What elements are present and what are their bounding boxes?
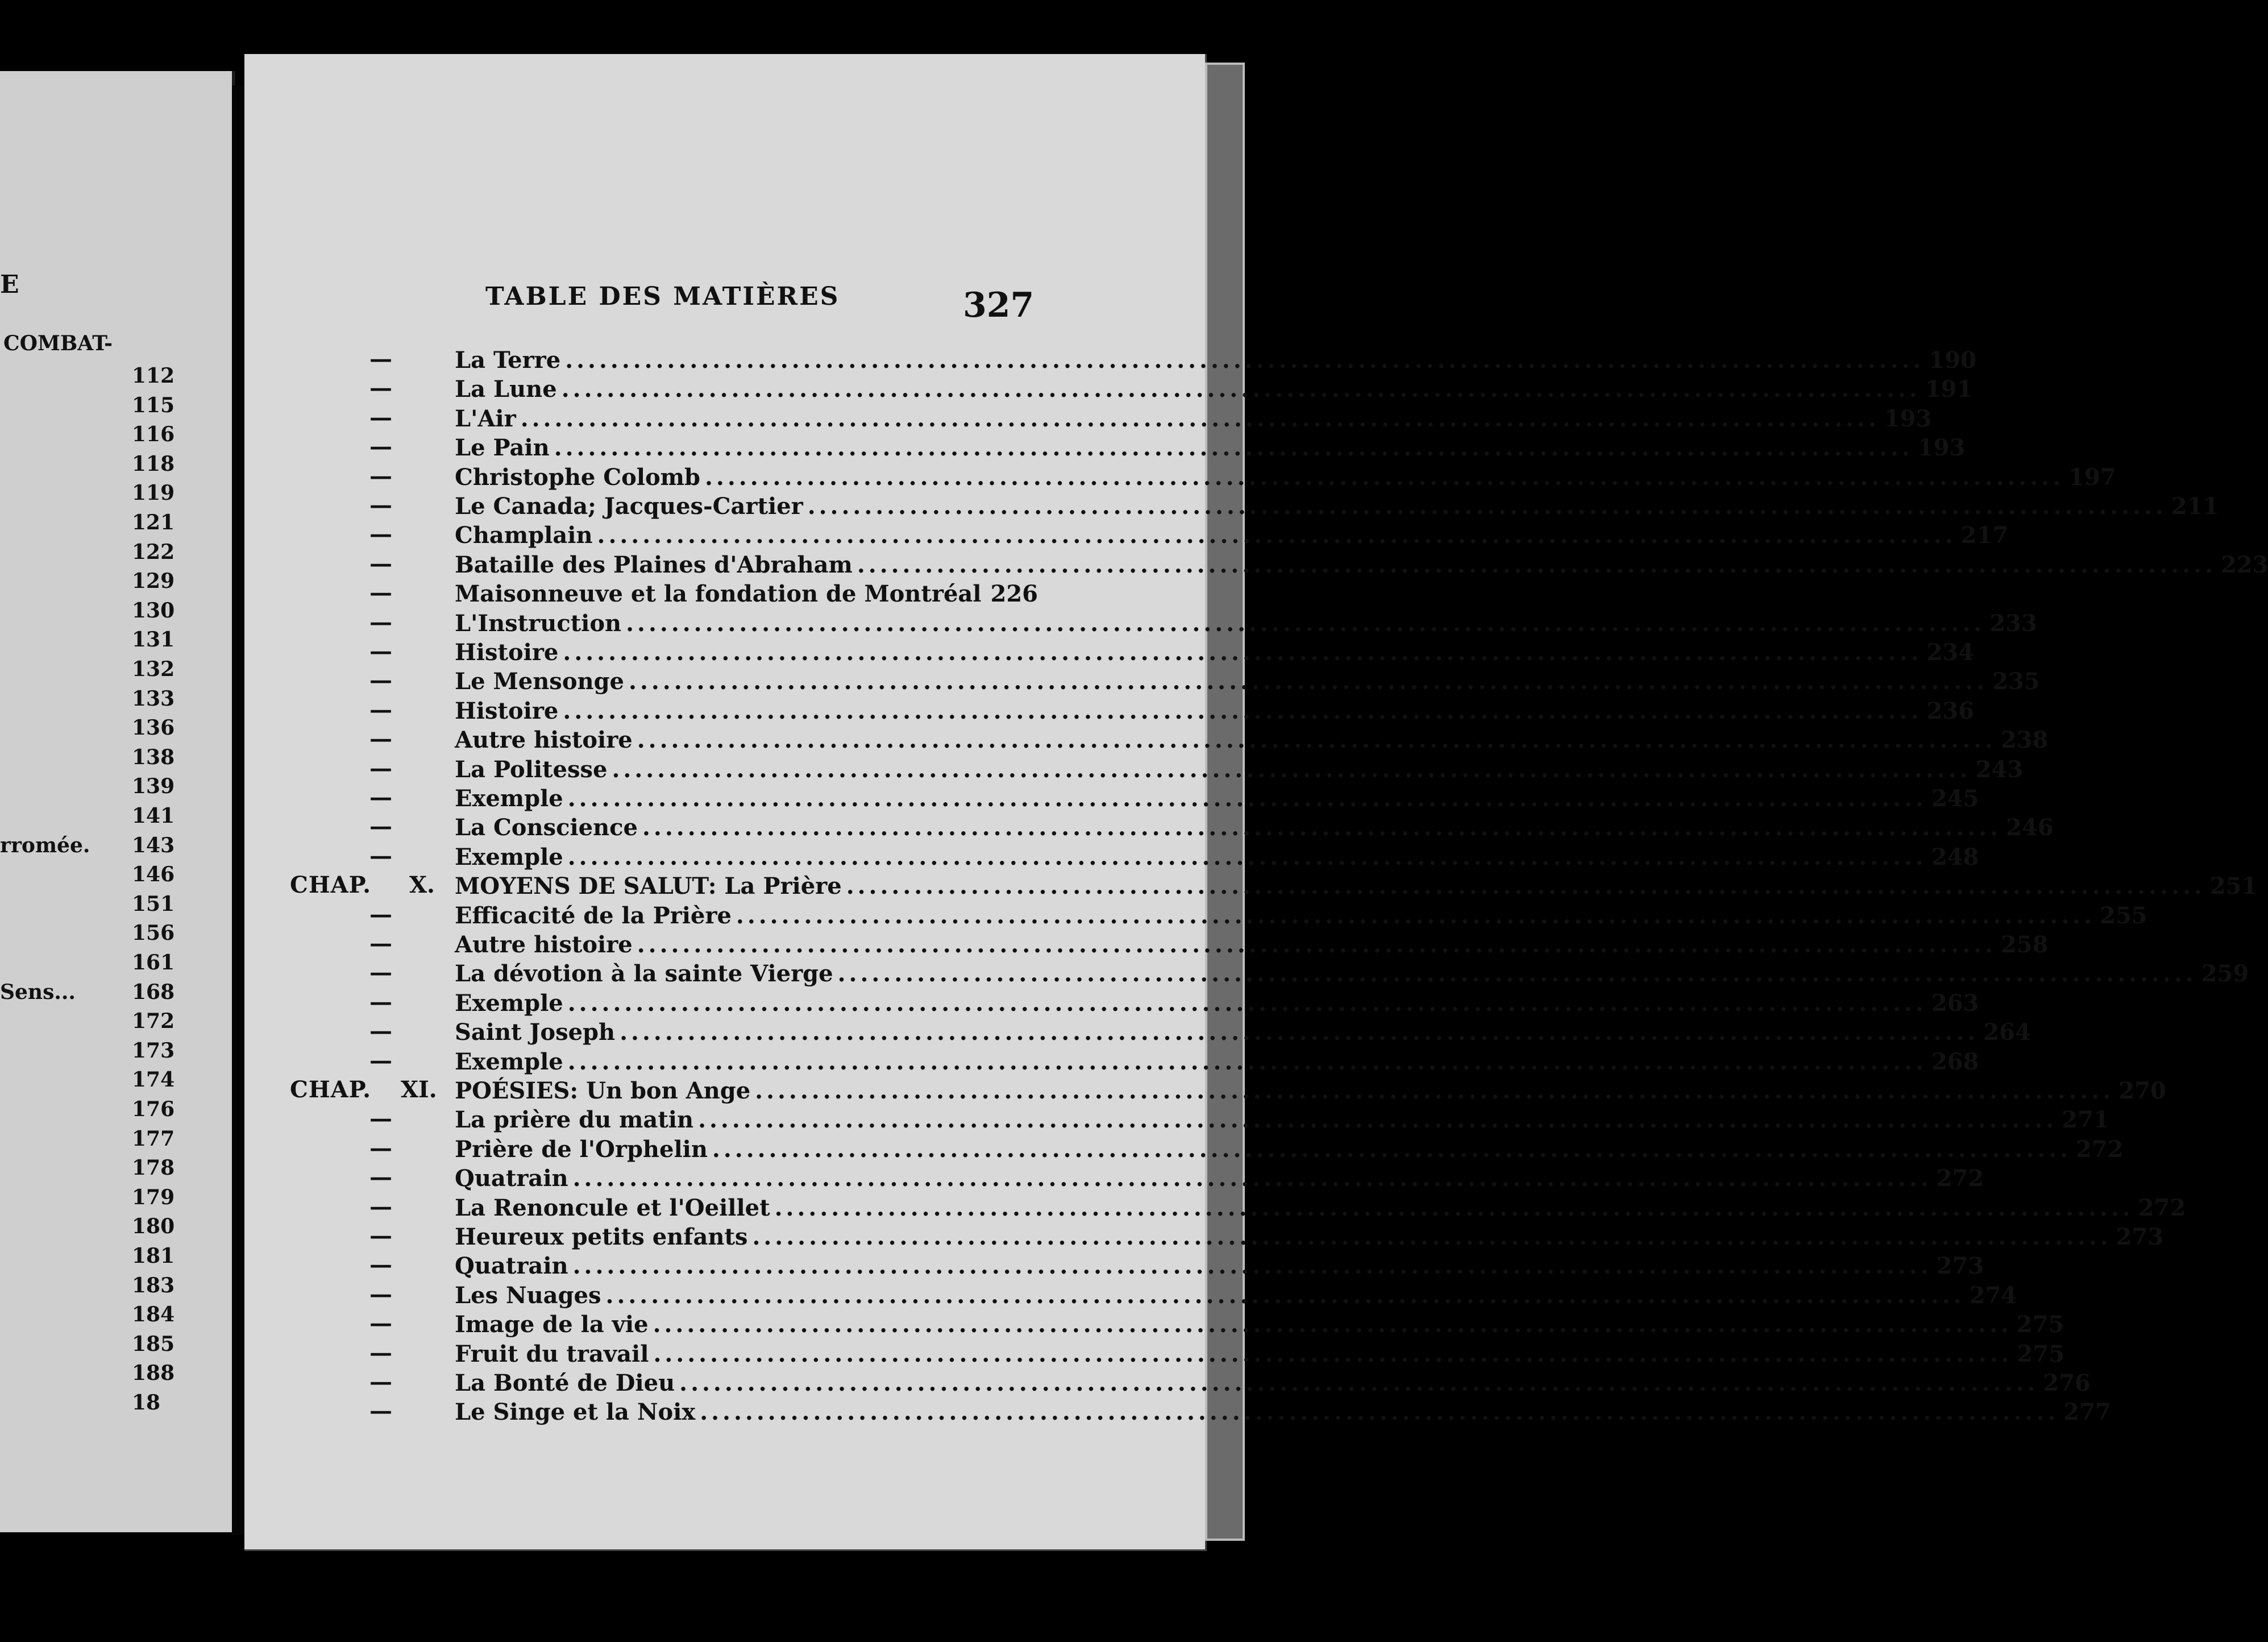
entry-page: 271 — [2062, 1106, 2109, 1134]
toc-row — [290, 1134, 2124, 1164]
dot-leader: ........................................................................................................................ — [642, 814, 2002, 841]
entry-title: Efficacité de la Prière — [455, 902, 732, 929]
toc-row — [290, 521, 2009, 550]
toc-row — [290, 696, 1974, 726]
left-toc-row — [0, 1097, 175, 1125]
toc-row — [290, 1398, 2111, 1427]
left-toc-text: rromée. — [0, 833, 90, 857]
left-toc-row — [0, 1332, 175, 1359]
toc-row — [290, 1105, 2109, 1135]
left-toc-page: 177 — [132, 1126, 175, 1151]
left-toc-row — [0, 921, 175, 948]
left-toc-page: 188 — [132, 1361, 175, 1386]
dot-leader: ........................................................................................................................ — [774, 1194, 2134, 1221]
running-title: TABLE DES MATIÈRES — [485, 282, 840, 311]
entry-page: 246 — [2006, 814, 2054, 841]
entry-title: Le Singe et la Noix — [455, 1399, 696, 1426]
toc-row — [290, 813, 2054, 843]
dot-leader: ........................................................................................................................ — [567, 1048, 1927, 1075]
dot-leader: ........................................................................................................................ — [605, 1282, 1965, 1309]
left-toc-row — [0, 481, 175, 508]
entry-dash: — — [369, 550, 392, 577]
dot-leader: ........................................................................................................................ — [752, 1224, 2112, 1250]
entry-title: Exemple — [455, 1048, 563, 1075]
left-toc-row — [0, 451, 175, 479]
entry-page: 277 — [2063, 1399, 2111, 1426]
toc-row — [290, 988, 1979, 1018]
entry-title: Autre histoire — [455, 727, 633, 754]
left-toc-page: 184 — [132, 1303, 175, 1327]
entry-title: Exemple — [455, 989, 563, 1017]
left-toc-row — [0, 1185, 175, 1213]
entry-page: 272 — [1936, 1165, 1984, 1192]
left-toc-row — [0, 1214, 175, 1242]
entry-dash: — — [369, 1398, 392, 1425]
entry-page: 193 — [1884, 405, 1932, 432]
left-toc-page: 119 — [132, 481, 175, 505]
entry-dash: — — [369, 1134, 392, 1162]
entry-page: 258 — [2000, 931, 2049, 958]
left-toc-row — [0, 1009, 175, 1036]
entry-dash: — — [369, 404, 392, 431]
entry-page: 276 — [2043, 1370, 2091, 1396]
left-toc-page: 172 — [132, 1009, 175, 1034]
entry-page: 193 — [1917, 434, 1966, 462]
entry-title: L'Air — [455, 405, 516, 432]
dot-leader: ........................................................................................................................ — [846, 873, 2205, 900]
entry-dash: — — [369, 1222, 392, 1249]
chapter-label: CHAP. — [290, 872, 372, 899]
left-toc-page: 133 — [132, 686, 175, 711]
dot-leader: ........................................................................................................................ — [837, 960, 2197, 988]
left-toc-page: 181 — [132, 1244, 175, 1268]
left-toc-row — [0, 1244, 175, 1271]
toc-row — [290, 1164, 1984, 1193]
entry-title: Le Mensonge — [455, 668, 625, 695]
entry-page: 272 — [2138, 1194, 2186, 1221]
entry-title: La prière du matin — [455, 1106, 694, 1134]
left-toc-row — [0, 745, 175, 773]
toc-row — [290, 550, 2268, 580]
page-number: 327 — [963, 285, 1035, 325]
dot-leader: ........................................................................................................................ — [520, 405, 1880, 432]
left-page — [0, 71, 235, 1532]
entry-title: La Conscience — [455, 814, 638, 841]
book-gutter — [232, 85, 244, 1535]
dot-leader: ........................................................................................................................ — [567, 785, 1927, 812]
toc-row — [290, 462, 2116, 492]
entry-title: Exemple — [455, 843, 563, 870]
left-toc-row — [0, 892, 175, 919]
left-toc-page: 136 — [132, 716, 175, 740]
entry-page: 223 — [2220, 551, 2268, 578]
entry-page: 235 — [1992, 668, 2040, 695]
left-toc-page: 139 — [132, 774, 175, 799]
left-page-subheading: COMBAT- — [3, 331, 113, 355]
entry-page: 259 — [2201, 960, 2249, 988]
entry-page: 251 — [2209, 873, 2258, 900]
left-toc-page: 168 — [132, 980, 175, 1004]
left-toc-page: 174 — [132, 1068, 175, 1092]
entry-page: 270 — [2119, 1077, 2166, 1104]
entry-title: Histoire — [455, 697, 559, 724]
left-toc-page: 130 — [132, 598, 175, 623]
entry-page: 263 — [1931, 989, 1979, 1017]
entry-title: L'Instruction — [455, 609, 622, 637]
left-toc-row — [0, 1126, 175, 1154]
left-toc-page: 112 — [132, 364, 175, 388]
toc-row — [290, 754, 2024, 785]
entry-dash: — — [369, 608, 392, 636]
dot-leader: ........................................................................................................................ — [565, 347, 1925, 374]
chapter-number: X. — [409, 872, 435, 899]
left-toc-page: 118 — [132, 451, 175, 476]
entry-page: 234 — [1926, 639, 1974, 666]
entry-title: Fruit du travail — [455, 1340, 649, 1367]
left-toc-page: 141 — [132, 804, 175, 828]
left-toc-page: 18 — [132, 1391, 161, 1415]
toc-row — [290, 375, 1973, 404]
left-toc-row — [0, 511, 175, 538]
left-toc-page: 132 — [132, 657, 175, 681]
dot-leader: ........................................................................................................................ — [807, 493, 2167, 520]
entry-page: 268 — [1931, 1048, 1979, 1075]
entry-title: Le Canada; Jacques-Cartier — [455, 493, 803, 520]
toc-row — [290, 638, 1974, 667]
entry-title: MOYENS DE SALUT: La Prière — [455, 873, 842, 900]
entry-title: La Bonté de Dieu — [455, 1370, 675, 1396]
toc-row — [290, 346, 1976, 375]
left-toc-row — [0, 569, 175, 596]
entry-title: Exemple — [455, 785, 563, 812]
left-toc-row — [0, 980, 175, 1007]
entry-dash: — — [369, 813, 392, 840]
entry-title: Bataille des Plaines d'Abraham — [455, 551, 853, 578]
entry-title: Quatrain — [455, 1253, 568, 1280]
entry-title: La Terre — [455, 347, 561, 374]
entry-dash: — — [369, 1018, 392, 1045]
dot-leader: ........................................................................................................................ — [637, 727, 1996, 754]
toc-row — [290, 1018, 2031, 1047]
entry-title: Prière de l'Orphelin — [455, 1135, 708, 1163]
entry-dash: — — [369, 842, 392, 869]
left-toc-page: 173 — [132, 1038, 175, 1063]
entry-title: Le Pain — [455, 434, 550, 462]
toc-row — [290, 842, 1979, 872]
entry-dash: — — [369, 1339, 392, 1366]
toc-row — [290, 608, 2037, 638]
entry-dash: — — [369, 462, 392, 490]
entry-title: Maisonneuve et la fondation de Montréal — [455, 580, 982, 608]
dot-leader: ........................................................................................................................ — [704, 463, 2065, 491]
entry-page: 274 — [1969, 1282, 2017, 1309]
chapter-row — [290, 872, 2258, 901]
entry-page: 275 — [2016, 1311, 2065, 1338]
dot-leader: ........................................................................................................................ — [653, 1340, 2013, 1367]
left-toc-row — [0, 686, 175, 714]
dot-leader: ........................................................................................................................ — [679, 1370, 2039, 1396]
toc-row — [290, 901, 2147, 931]
entry-dash: — — [369, 346, 392, 372]
entry-page: 272 — [2076, 1135, 2124, 1163]
left-toc-row — [0, 598, 175, 626]
entry-page: 243 — [1975, 756, 2024, 783]
toc-row — [290, 1339, 2065, 1369]
entry-dash: — — [369, 1280, 392, 1308]
entry-dash: — — [369, 930, 392, 957]
left-toc-page: 178 — [132, 1156, 175, 1180]
toc-row — [290, 1310, 2065, 1340]
entry-title: Saint Joseph — [455, 1019, 616, 1046]
entry-dash: — — [369, 1193, 392, 1220]
entry-title: La dévotion à la sainte Vierge — [455, 960, 833, 988]
left-toc-page: 151 — [132, 892, 175, 916]
dot-leader: ........................................................................................................................ — [597, 522, 1957, 549]
entry-dash: — — [369, 1047, 392, 1074]
entry-page: 273 — [2116, 1224, 2164, 1250]
dot-leader: ........................................................................................................................ — [698, 1106, 2058, 1134]
entry-page: 190 — [1929, 347, 1976, 374]
entry-page: 275 — [2017, 1340, 2065, 1367]
left-toc-page: 179 — [132, 1185, 175, 1209]
left-toc-page: 146 — [132, 863, 175, 887]
toc-row — [290, 1047, 1979, 1077]
entry-dash: — — [369, 959, 392, 986]
entry-title: Image de la vie — [455, 1311, 649, 1338]
toc-row — [290, 492, 2219, 521]
entry-dash: — — [369, 579, 392, 607]
left-page-header: E — [0, 270, 20, 299]
left-toc-row — [0, 1361, 175, 1388]
entry-page: 248 — [1931, 843, 1979, 870]
entry-page: 226 — [990, 580, 1039, 608]
toc-row — [290, 1193, 2186, 1223]
dot-leader: ........................................................................................................................ — [626, 609, 1985, 637]
dot-leader: ........................................................................................................................ — [572, 1253, 1932, 1280]
dot-leader: ........................................................................................................................ — [712, 1135, 2072, 1163]
entry-dash: — — [369, 696, 392, 723]
entry-dash: — — [369, 784, 392, 811]
dot-leader: ........................................................................................................................ — [620, 1019, 1979, 1046]
entry-title: La Politesse — [455, 756, 608, 783]
left-toc-row — [0, 1273, 175, 1301]
entry-dash: — — [369, 492, 392, 519]
dot-leader: ........................................................................................................................ — [637, 931, 1996, 958]
left-toc-row — [0, 1038, 175, 1066]
toc-row — [290, 579, 1039, 609]
toc-row — [290, 1369, 2091, 1398]
entry-dash: — — [369, 433, 392, 461]
left-toc-row — [0, 774, 175, 802]
left-toc-row — [0, 657, 175, 685]
chapter-number: XI. — [401, 1076, 437, 1103]
dot-leader: ........................................................................................................................ — [567, 989, 1927, 1017]
entry-title: La Lune — [455, 376, 557, 403]
entry-title: POÉSIES: Un bon Ange — [455, 1077, 751, 1104]
left-toc-row — [0, 1391, 171, 1418]
left-toc-page: 122 — [132, 540, 175, 564]
dot-leader: ........................................................................................................................ — [857, 551, 2216, 578]
toc-row — [290, 1222, 2164, 1252]
left-toc-page: 183 — [132, 1273, 175, 1297]
entry-page: 233 — [1989, 609, 2037, 637]
left-toc-page: 131 — [132, 628, 175, 652]
entry-page: 245 — [1931, 785, 1979, 812]
toc-row — [290, 930, 2049, 960]
dot-leader: ........................................................................................................................ — [736, 902, 2095, 929]
left-toc-page: 138 — [132, 745, 175, 769]
entry-title: Champlain — [455, 522, 593, 549]
chapter-row — [290, 1076, 2166, 1106]
chapter-label: CHAP. — [290, 1076, 372, 1103]
left-toc-row — [0, 863, 175, 890]
left-toc-row — [0, 628, 175, 655]
entry-dash: — — [369, 638, 392, 665]
dot-leader: ........................................................................................................................ — [563, 639, 1922, 666]
left-toc-row — [0, 1303, 175, 1330]
left-toc-page: 161 — [132, 951, 175, 975]
dot-leader: ........................................................................................................................ — [567, 843, 1927, 870]
entry-dash: — — [369, 725, 392, 753]
dot-leader: ........................................................................................................................ — [612, 756, 1971, 783]
entry-dash: — — [369, 1105, 392, 1133]
entry-dash: — — [369, 1164, 392, 1191]
dot-leader: ........................................................................................................................ — [554, 434, 1913, 462]
dot-leader: ........................................................................................................................ — [700, 1399, 2059, 1426]
entry-dash: — — [369, 1369, 392, 1395]
toc-row — [290, 1280, 2017, 1311]
toc-row — [290, 404, 1932, 434]
dot-leader: ........................................................................................................................ — [563, 697, 1922, 724]
entry-title: Les Nuages — [455, 1282, 601, 1309]
left-toc-page: 176 — [132, 1097, 175, 1121]
entry-title: Quatrain — [455, 1165, 568, 1192]
entry-title: Christophe Colomb — [455, 463, 700, 491]
left-toc-row — [0, 393, 175, 421]
dot-leader: ........................................................................................................................ — [653, 1311, 2012, 1338]
entry-page: 273 — [1936, 1253, 1984, 1280]
left-toc-row — [0, 804, 175, 831]
entry-page: 264 — [1983, 1019, 2031, 1046]
dot-leader: ........................................................................................................................ — [755, 1077, 2115, 1104]
left-toc-page: 143 — [132, 833, 175, 857]
entry-title: La Renoncule et l'Oeillet — [455, 1194, 770, 1221]
entry-dash: — — [369, 375, 392, 402]
entry-title: Heureux petits enfants — [455, 1224, 748, 1250]
entry-dash: — — [369, 901, 392, 928]
left-toc-page: 115 — [132, 393, 175, 417]
left-toc-page: 185 — [132, 1332, 175, 1356]
entry-dash: — — [369, 667, 392, 694]
left-toc-row — [0, 422, 175, 450]
left-toc-row — [0, 1156, 175, 1183]
left-toc-row — [0, 951, 175, 978]
entry-page: 197 — [2068, 463, 2116, 491]
entry-page: 236 — [1926, 697, 1974, 724]
left-toc-page: 121 — [132, 511, 175, 534]
left-toc-row — [0, 716, 175, 743]
dot-leader: ........................................................................................................................ — [561, 376, 1921, 403]
left-toc-page: 156 — [132, 921, 175, 946]
toc-row — [290, 433, 1966, 463]
left-toc-text: Sens... — [0, 980, 76, 1004]
entry-title: Autre histoire — [455, 931, 633, 958]
entry-page: 191 — [1925, 376, 1973, 403]
left-toc-page: 129 — [132, 569, 175, 594]
entry-page: 255 — [2100, 902, 2147, 929]
entry-dash: — — [369, 1251, 392, 1279]
left-toc-row — [0, 1068, 175, 1095]
toc-row — [290, 1251, 1984, 1281]
entry-page: 238 — [2000, 727, 2049, 754]
entry-dash: — — [369, 521, 392, 548]
left-toc-row — [0, 540, 175, 567]
entry-dash: — — [369, 754, 392, 782]
toc-row — [290, 784, 1979, 814]
toc-row — [290, 725, 2049, 755]
left-toc-page: 180 — [132, 1214, 175, 1239]
dot-leader: ........................................................................................................................ — [629, 668, 1988, 695]
toc-row — [290, 959, 2249, 989]
entry-title: Histoire — [455, 639, 559, 666]
entry-page: 211 — [2171, 493, 2219, 520]
toc-row — [290, 667, 2040, 696]
left-toc-row — [0, 364, 175, 391]
left-toc-row — [0, 833, 175, 861]
dot-leader: ........................................................................................................................ — [572, 1165, 1932, 1192]
entry-dash: — — [369, 1310, 392, 1337]
entry-dash: — — [369, 988, 392, 1015]
left-toc-page: 116 — [132, 422, 175, 447]
entry-page: 217 — [1960, 522, 2009, 549]
